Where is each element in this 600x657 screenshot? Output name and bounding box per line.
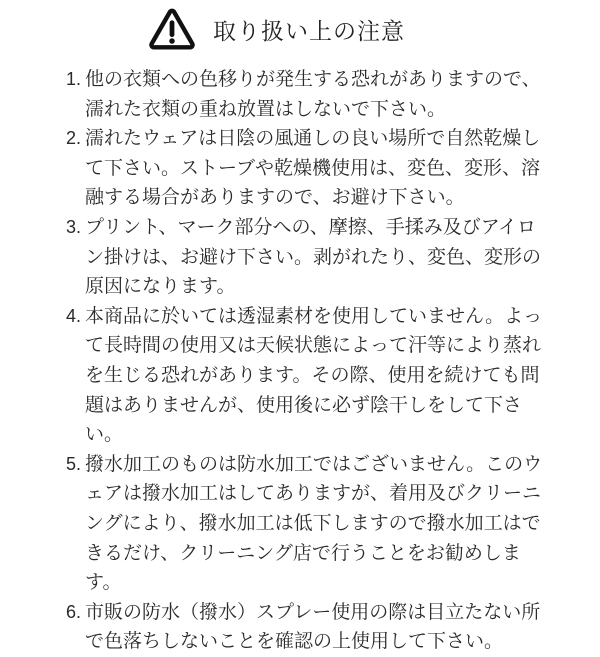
list-item [66,124,544,213]
list-item [66,302,544,450]
item-text: 濡れたウェアは日陰の風通しの良い場所で自然乾燥して下さい。ストーブや乾燥機使用は、変色、変形、溶融する場合がありますので、お避け下さい。 [85,128,541,209]
item-text: 市販の防水（撥水）スプレー使用の際は目立たない所で色落ちしないことを確認の上使用して下さい。 [85,601,541,653]
care-instructions-list [66,65,544,657]
list-item [66,598,544,657]
page-title: 取り扱い上の注意 [213,17,405,44]
warning-triangle-icon [149,8,195,50]
list-item [66,65,544,124]
list-item [66,213,544,302]
item-number: 1. [66,69,82,89]
item-number: 2. [66,128,82,149]
list-item [66,450,544,598]
item-text: 本商品に於いては透湿素材を使用していません。よって長時間の使用又は天候状態によって汗等により蒸れを生じる恐れがあります。その際、使用を続けても問題はありませんが、使用後に必ず陰干しをして下さい。 [85,305,543,446]
item-number: 5. [66,453,82,474]
item-number: 6. [66,601,82,622]
item-text: 撥水加工のものは防水加工ではございません。このウェアは撥水加工はしてありますが、着用及びクリーニングにより、撥水加工は低下しますので撥水加工はできるだけ、クリーニング店で行うことをお勧めします。 [85,453,543,594]
item-text: プリント、マーク部分への、摩擦、手揉み及びアイロン掛けは、お避け下さい。剥がれたり、変色、変形の原因になります。 [85,216,542,298]
item-number: 4. [66,305,82,326]
notice-header [0,0,577,50]
item-text: 他の衣類への色移りが発生する恐れがありますので、濡れた衣類の重ね放置はしないで下さい。 [85,69,541,120]
item-number: 3. [66,216,82,237]
